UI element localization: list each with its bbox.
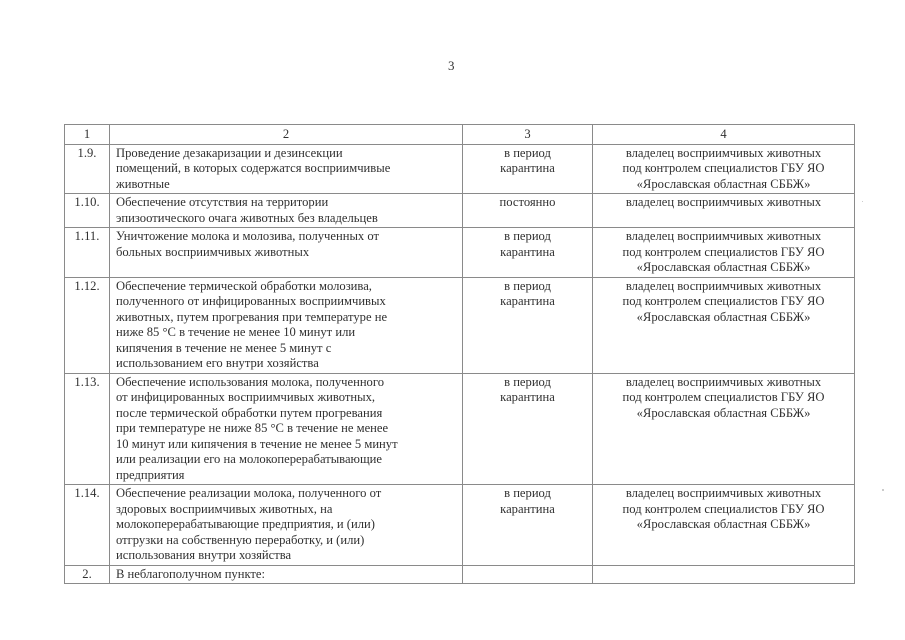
responsible-cell-line: владелец восприимчивых животных [625, 374, 822, 389]
measure-cell-line: Обеспечение реализации молока, полученного от [116, 486, 382, 500]
responsible-cell [593, 144, 855, 194]
period-cell-line: карантина [500, 244, 555, 259]
measure-cell-line: Уничтожение молока и молозива, полученных от [116, 229, 379, 243]
measure-cell-line: после термической обработки путем прогревания [116, 405, 383, 420]
measure-cell-line: полученного от инфицированных восприимчивых [116, 294, 386, 308]
header-col-3: 3 [463, 125, 593, 145]
table-row [65, 144, 855, 194]
measure-cell-line: при температуре не ниже 85 °С в течение не менее [116, 421, 389, 435]
responsible-cell [593, 373, 855, 485]
responsible-cell-line: владелец восприимчивых животных [625, 229, 822, 243]
period-cell [463, 485, 593, 566]
scan-speck [882, 489, 884, 491]
row-number: 1.14. [65, 485, 110, 566]
responsible-cell-line: под контролем специалистов ГБУ ЯО [622, 161, 825, 175]
measure-cell-line: ниже 85 °С в течение не менее 10 минут или [116, 325, 356, 339]
row-number: 1.10. [65, 194, 110, 228]
page-number: 3 [448, 58, 455, 73]
responsible-cell-line: под контролем специалистов ГБУ ЯО [622, 501, 825, 516]
responsible-cell [593, 228, 855, 278]
table-body [65, 144, 855, 584]
responsible-cell [593, 485, 855, 566]
responsible-cell-line: «Ярославская областная СББЖ» [636, 260, 811, 274]
measure-cell-line: В неблагополучном пункте: [116, 566, 266, 581]
period-cell [463, 565, 593, 584]
period-cell-line: в период [504, 486, 551, 500]
scan-speck [862, 201, 863, 202]
period-cell-line: в период [504, 229, 551, 243]
measure-cell [110, 373, 463, 485]
measure-cell-line: помещений, в которых содержатся восприимчивые [116, 161, 391, 175]
period-cell [463, 228, 593, 278]
period-cell [463, 194, 593, 228]
period-cell-line: карантина [500, 161, 555, 175]
responsible-cell-line: под контролем специалистов ГБУ ЯО [622, 244, 825, 259]
measure-cell-line: молокоперерабатывающие предприятия, и (или) [116, 517, 375, 531]
responsible-cell-line: под контролем специалистов ГБУ ЯО [622, 294, 825, 308]
measure-cell-line: больных восприимчивых животных [116, 244, 310, 259]
measure-cell [110, 565, 463, 584]
responsible-cell-line: владелец восприимчивых животных [625, 145, 822, 160]
period-cell [463, 373, 593, 485]
measure-cell [110, 144, 463, 194]
row-number: 1.11. [65, 228, 110, 278]
measure-cell-line: использования внутри хозяйства [116, 548, 292, 562]
measure-cell-line: Обеспечение отсутствия на территории [116, 195, 329, 209]
measure-cell-line: Проведение дезакаризации и дезинсекции [116, 145, 343, 160]
period-cell [463, 277, 593, 373]
responsible-cell-line: «Ярославская областная СББЖ» [636, 309, 811, 324]
measure-cell [110, 194, 463, 228]
table-row [65, 194, 855, 228]
period-cell-line: в период [504, 145, 551, 160]
measure-cell-line: от инфицированных восприимчивых животных, [116, 390, 376, 404]
header-col-1: 1 [65, 125, 110, 145]
responsible-cell-line: «Ярославская областная СББЖ» [636, 176, 811, 191]
measure-cell [110, 228, 463, 278]
period-cell-line: карантина [500, 294, 555, 308]
responsible-cell-line: владелец восприимчивых животных [625, 486, 822, 500]
responsible-cell-line: владелец восприимчивых животных [625, 278, 822, 293]
measure-cell-line: предприятия [116, 467, 185, 482]
responsible-cell [593, 277, 855, 373]
header-col-4: 4 [593, 125, 855, 145]
measure-cell-line: Обеспечение термической обработки молозива, [116, 278, 372, 293]
table-row [65, 277, 855, 373]
table-row [65, 565, 855, 584]
row-number: 2. [65, 565, 110, 584]
measure-cell-line: отгрузки на собственную переработку, и (или) [116, 532, 365, 547]
responsible-cell-line: «Ярославская областная СББЖ» [636, 517, 811, 531]
row-number: 1.9. [65, 144, 110, 194]
header-col-2: 2 [110, 125, 463, 145]
period-cell-line: в период [504, 374, 551, 389]
responsible-cell-line: «Ярославская областная СББЖ» [636, 405, 811, 420]
row-number: 1.12. [65, 277, 110, 373]
responsible-cell-line: под контролем специалистов ГБУ ЯО [622, 390, 825, 404]
measure-cell-line: Обеспечение использования молока, полученного [116, 374, 384, 389]
measure-cell-line: кипячения в течение не менее 5 минут с [116, 340, 332, 355]
period-cell-line: в период [504, 278, 551, 293]
responsible-cell-line: владелец восприимчивых животных [625, 195, 822, 209]
measure-cell-line: здоровых восприимчивых животных, на [116, 501, 333, 516]
period-cell-line: карантина [500, 390, 555, 404]
measure-cell [110, 277, 463, 373]
responsible-cell [593, 194, 855, 228]
row-number: 1.13. [65, 373, 110, 485]
measure-cell-line: 10 минут или кипячения в течение не менее 5 минут [116, 436, 398, 451]
measure-cell-line: использованием его внутри хозяйства [116, 356, 319, 370]
period-cell-line: карантина [500, 501, 555, 516]
measure-cell [110, 485, 463, 566]
measures-table [64, 124, 855, 584]
measure-cell-line: эпизоотического очага животных без владельцев [116, 210, 378, 225]
measure-cell-line: животные [116, 176, 170, 191]
table-row [65, 228, 855, 278]
period-cell [463, 144, 593, 194]
measure-cell-line: животных, путем прогревания при температуре не [116, 309, 388, 324]
table-header-row [65, 125, 855, 145]
responsible-cell [593, 565, 855, 584]
period-cell-line: постоянно [499, 195, 556, 209]
table-row [65, 373, 855, 485]
table-row [65, 485, 855, 566]
measure-cell-line: или реализации его на молокоперерабатывающие [116, 452, 382, 466]
